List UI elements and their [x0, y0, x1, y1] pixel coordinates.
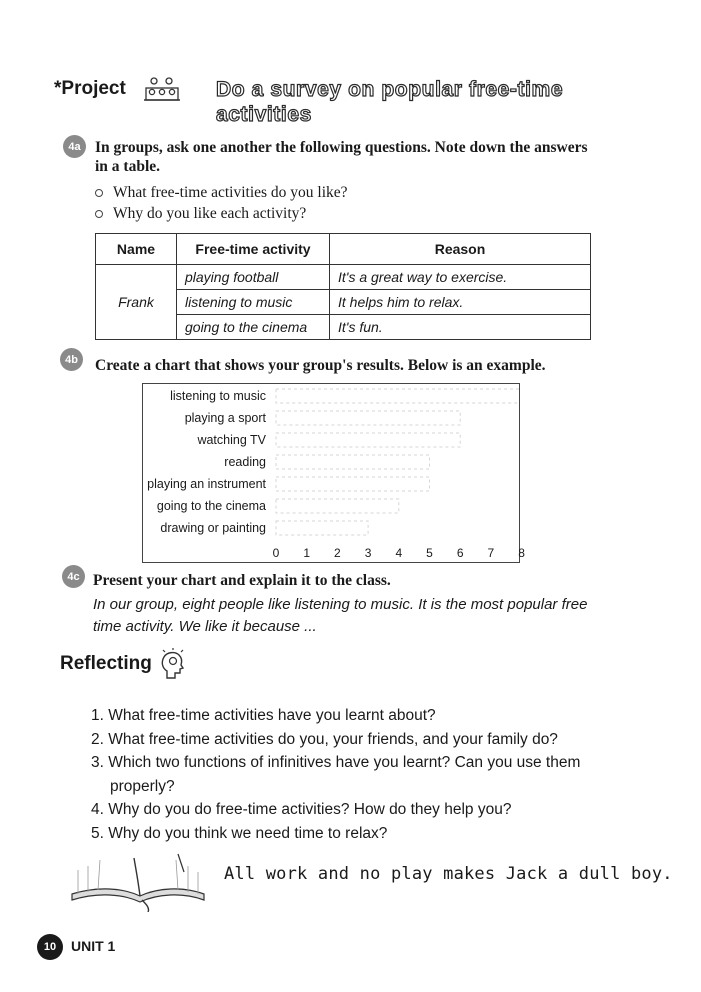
quote: All work and no play makes Jack a dull boy.: [224, 864, 673, 884]
chart-category-label: listening to music: [170, 389, 266, 403]
cell-activity: going to the cinema: [177, 315, 330, 340]
chart-tick-label: 2: [334, 546, 341, 560]
cell-name: Frank: [96, 265, 177, 340]
list-item: 2. What free-time activities do you, your friends, and your family do?: [91, 730, 558, 748]
chart-bar: [276, 455, 430, 469]
header-activity: Free-time activity: [177, 234, 330, 265]
chart-tick-label: 6: [456, 546, 464, 560]
page-number: 10: [37, 934, 63, 960]
chart-tick-label: 0: [272, 546, 280, 560]
cell-activity: listening to music: [177, 290, 330, 315]
reflecting-questions: [91, 704, 611, 845]
badge-4c: 4c: [62, 565, 85, 588]
survey-table: [95, 233, 591, 340]
chart-bar: [276, 433, 460, 447]
list-item: 4. Why do you do free-time activities? How do they help you?: [91, 801, 512, 818]
chart-category-label: playing a sport: [184, 411, 266, 425]
chart-category-label: drawing or painting: [160, 521, 266, 535]
bar-chart: [142, 383, 520, 563]
cell-reason: It's a great way to exercise.: [330, 265, 591, 290]
chart-category-label: going to the cinema: [156, 499, 266, 513]
question-1: What free-time activities do you like?: [95, 184, 348, 202]
reflecting-title: Reflecting: [60, 653, 152, 674]
chart-tick-label: 7: [487, 546, 495, 560]
chart-bar: [276, 499, 399, 513]
chart-bar: [276, 521, 368, 535]
chart-tick-label: 3: [364, 546, 372, 560]
chart-category-label: playing an instrument: [147, 477, 266, 491]
unit-label: UNIT 1: [71, 938, 116, 954]
cell-reason: It helps him to relax.: [330, 290, 591, 315]
chart-bar: [276, 389, 520, 403]
list-item: 5. Why do you think we need time to relax?: [91, 824, 388, 842]
cell-reason: It's fun.: [330, 315, 591, 340]
chart-bar: [276, 411, 460, 425]
question-2: Why do you like each activity?: [95, 205, 306, 223]
chart-category-label: watching TV: [197, 433, 266, 447]
instruction-4a: In groups, ask one another the following questions. Note down the answers in a table.: [95, 139, 588, 175]
cell-activity: playing football: [177, 265, 330, 290]
chart-category-label: reading: [224, 455, 266, 469]
chart-tick-label: 8: [518, 546, 525, 560]
chart-tick-label: 5: [426, 546, 433, 560]
open-book-icon: [68, 850, 208, 912]
chart-tick-label: 4: [395, 546, 403, 560]
chart-tick-label: 1: [303, 546, 311, 560]
project-label: *Project: [54, 78, 126, 99]
chart-bar: [276, 477, 430, 491]
instruction-4c: Present your chart and explain it to the class.: [93, 572, 391, 589]
badge-4b: 4b: [60, 348, 83, 371]
header-name: Name: [96, 234, 177, 265]
project-title: Do a survey on popular free-time activities: [216, 78, 564, 126]
table-row: [96, 265, 591, 290]
lightbulb-head-icon: [159, 648, 187, 680]
list-item: 1. What free-time activities have you learnt about?: [91, 707, 436, 724]
header-reason: Reason: [330, 234, 591, 265]
badge-4a: 4a: [63, 135, 86, 158]
table-header-row: [96, 234, 591, 265]
list-item: 3. Which two functions of infinitives have you learnt? Can you use them properly?: [91, 754, 581, 795]
instruction-4b: Create a chart that shows your group's results. Below is an example.: [95, 357, 546, 374]
group-discussion-icon: [142, 75, 182, 103]
example-text: In our group, eight people like listening to music. It is the most popular free time activity. We like it because ...: [93, 596, 588, 635]
